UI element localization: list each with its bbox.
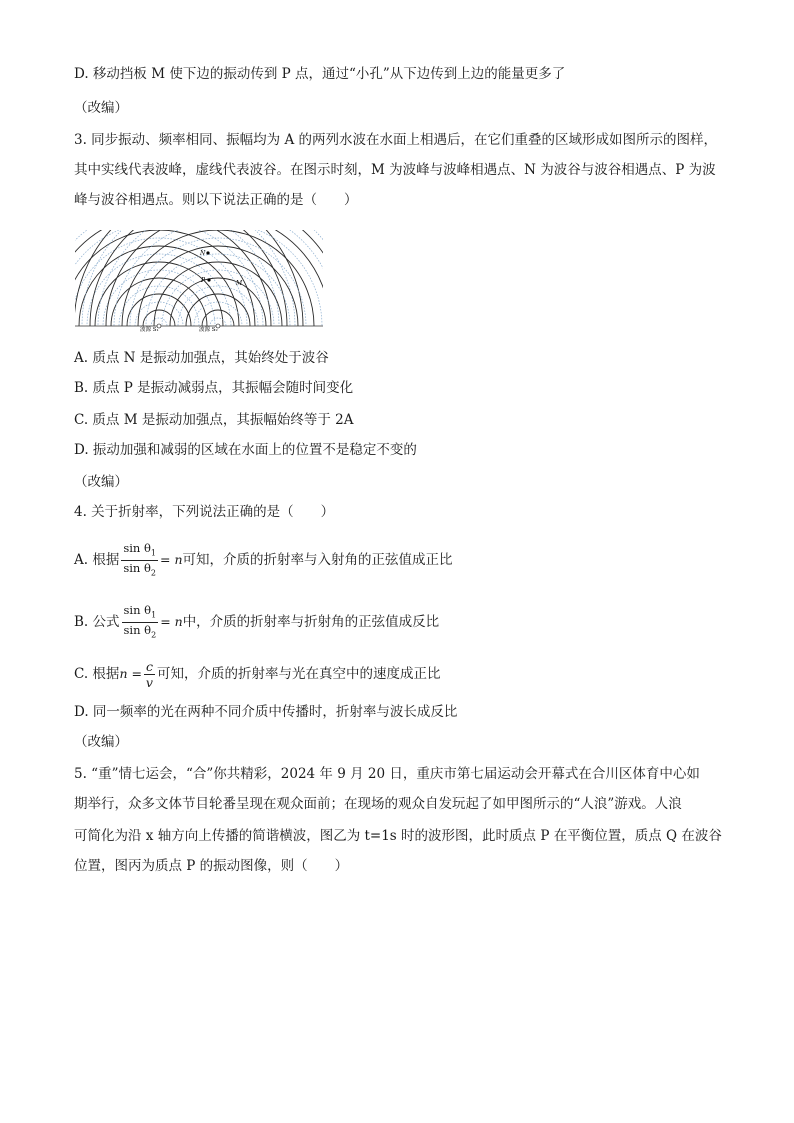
equals-n-b: = n (160, 614, 183, 629)
q5-stem-line2: 期举行，众多文体节目轮番呈现在观众面前；在现场的观众自发玩起了如甲图所示的“人浪”游戏。人浪 (74, 796, 682, 812)
label-source-s2: 波源 S₂ (199, 327, 218, 333)
q5-stem-line4: 位置，图丙为质点 P 的振动图像，则（ ） (74, 858, 349, 874)
label-p: P (201, 277, 206, 284)
trough-ring-2-15 (98, 230, 323, 334)
n-equals: n = (119, 666, 142, 681)
q4-option-a-prefix: A. 根据 (74, 552, 120, 568)
trough-ring-1-15 (75, 230, 279, 334)
q3-stem-line1: 3. 同步振动、频率相同、振幅均为 A 的两列水波在水面上相遇后，在它们重叠的区域形成如图所示的图样， (74, 132, 718, 148)
q4-option-b (74, 600, 439, 644)
q4-option-d: D. 同一频率的光在两种不同介质中传播时，折射率与波长成反比 (74, 704, 458, 720)
q4-option-c-prefix: C. 根据 (74, 666, 120, 682)
label-n: N (200, 250, 206, 257)
q4-option-b-prefix: B. 公式 (74, 614, 120, 630)
q5-stem-line3: 可简化为沿 x 轴方向上传播的简谐横波，图乙为 t=1s 时的波形图，此时质点 P 在平衡位置，质点 Q 在波谷 (74, 828, 722, 844)
label-m: M (236, 280, 243, 287)
q3-stem-line3: 峰与波谷相遇点。则以下说法正确的是（ ） (74, 192, 358, 208)
crest-ring-1-8 (95, 262, 223, 334)
q3-stem-line2: 其中实线代表波峰，虚线代表波谷。在图示时刻，M 为波峰与波峰相遇点、N 为波谷与波谷相遇点、P 为波 (74, 162, 716, 178)
q4-option-c-text: 可知，介质的折射率与光在真空中的速度成正比 (156, 666, 441, 682)
q3-option-b: B. 质点 P 是振动减弱点，其振幅会随时间变化 (74, 380, 354, 396)
wave-rings (75, 230, 323, 334)
crest-ring-2-8 (154, 262, 282, 334)
interference-figure (75, 230, 323, 334)
q4-option-b-text: 中，介质的折射率与折射角的正弦值成反比 (182, 614, 440, 630)
q2-option-d: D. 移动挡板 M 使下边的振动传到 P 点，通过“小孔”从下边传到上边的能量更多了 (74, 66, 566, 82)
c-over-v-fraction: $\frac{c}{v}$ (145, 659, 153, 690)
q3-source-note: （改编） (74, 474, 128, 490)
q3-option-c: C. 质点 M 是振动加强点，其振幅始终等于 2A (74, 412, 354, 428)
q4-option-c (74, 656, 440, 692)
sine-ratio-fraction-a: $\frac{\sin \theta_1}{\sin \theta_2}$ (123, 540, 157, 578)
q4-stem: 4. 关于折射率，下列说法正确的是（ ） (74, 504, 335, 520)
sine-ratio-fraction-b: $\frac{\sin \theta_1}{\sin \theta_2}$ (123, 602, 157, 640)
q4-source-note: （改编） (74, 734, 128, 750)
q4-option-a (74, 538, 453, 582)
point-p (207, 278, 210, 281)
q3-option-a: A. 质点 N 是振动加强点，其始终处于波谷 (74, 350, 329, 366)
label-source-s1: 波源 S₁ (140, 327, 159, 333)
equals-n-a: = n (160, 552, 183, 567)
point-n (206, 251, 209, 254)
q5-stem-line1: 5. “重”情七运会，“合”你共精彩，2024 年 9 月 20 日，重庆市第七届运动会开幕式在合川区体育中心如 (74, 766, 700, 782)
q4-option-a-text: 可知，介质的折射率与入射角的正弦值成正比 (182, 552, 453, 568)
q2-source-note: （改编） (74, 100, 128, 116)
q3-option-d: D. 振动加强和减弱的区域在水面上的位置不是稳定不变的 (74, 442, 417, 458)
